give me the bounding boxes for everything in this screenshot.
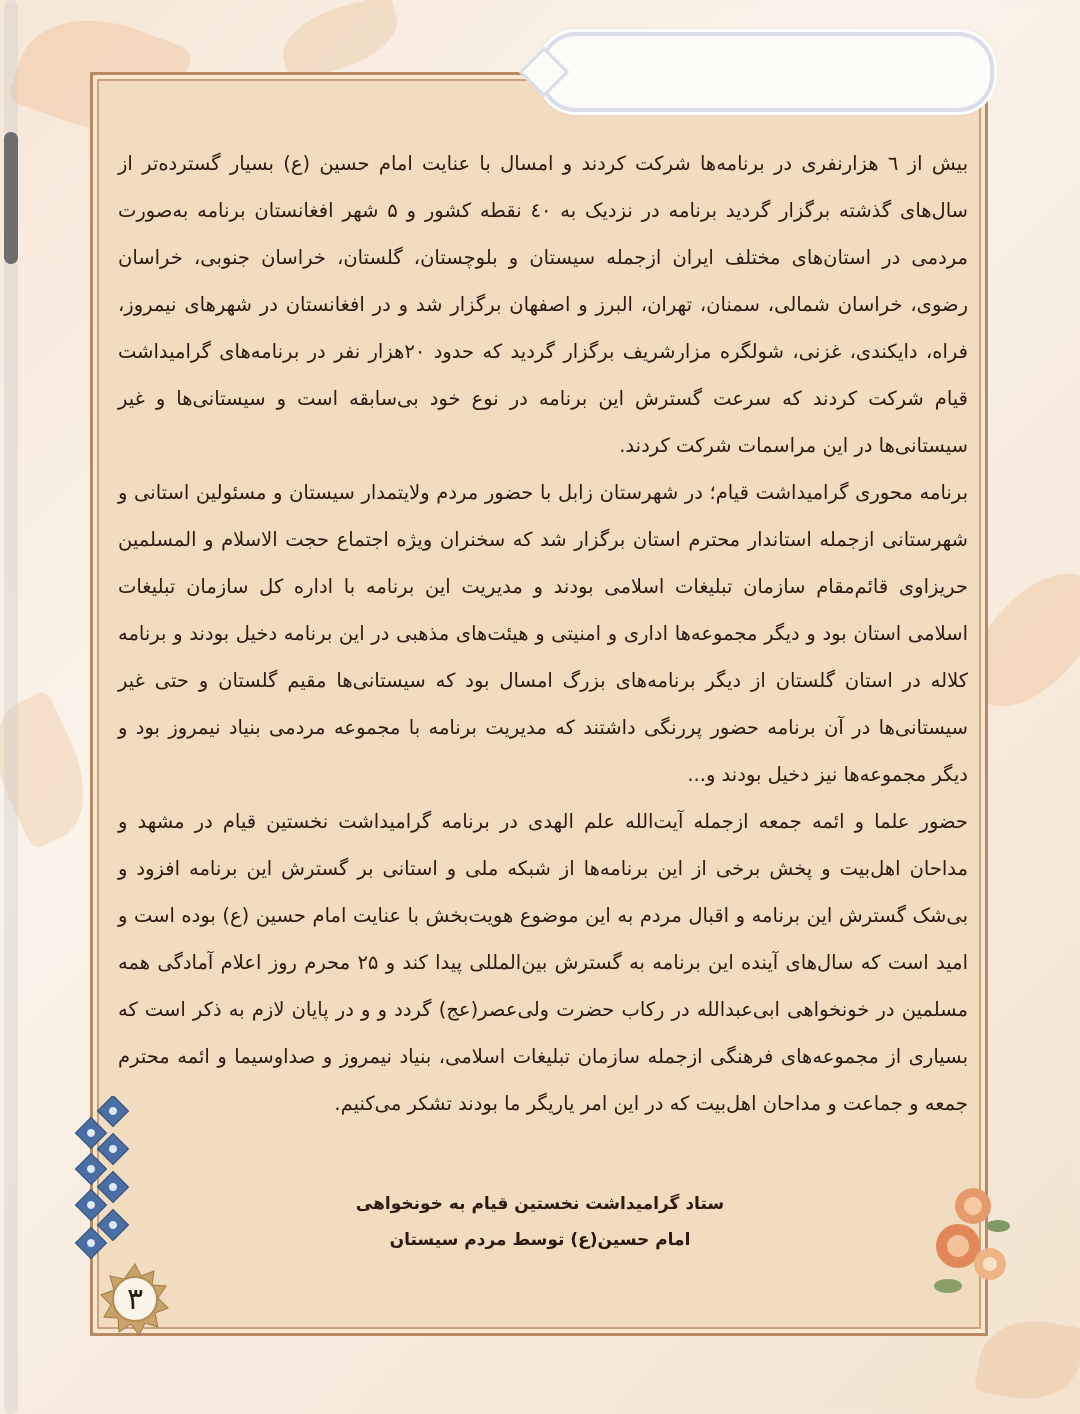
paragraph: بیش از ٦ هزارنفری در برنامه‌ها شرکت کردند و امسال با عنایت امام حسین (ع) بسیار گسترده‌تر از سال‌های گذشته برگزار گردید برنامه در نزدیک به ٤٠ نقطه کشور و ۵ شهر افغانستان برنامه به‌صورت مردمی در استان‌های مختلف ایران ازجمله سیستان و بلوچستان، گلستان، خراسان جنوبی، خراسان رضوی، خراسان شمالی، سمنان، تهران، البرز و اصفهان برگزار شد و در افغانستان در شهرهای نیمروز، فراه، دایکندی، غزنی، شولگره مزارشریف برگزار گردید که حدود ٢٠هزار نفر در برنامه‌های گرامیداشت قیام شرکت کردند که سرعت گسترش این برنامه در نوع خود بی‌سابقه است و سیستانی‌ها و غیر سیستانی‌ها در این مراسمات شرکت کردند. <box>118 152 968 457</box>
flowers-decoration-icon <box>928 1176 1018 1306</box>
signature-line-1: ستاد گرامیداشت نخستین قیام به خونخواهی <box>355 1194 725 1214</box>
page-number: ٣ <box>126 1281 144 1317</box>
paragraph: برنامه محوری گرامیداشت قیام؛ در شهرستان زابل با حضور مردم ولایتمدار سیستان و مسئولین استانی و شهرستانی ازجمله استاندار محترم استان برگزار شد که سخنران ویژه اجتماع حجت الاسلام و المسلمین حریزاوی قائم‌مقام سازمان تبلیغات اسلامی بودند و مدیریت این برنامه با اداره کل سازمان تبلیغات اسلامی استان بود و دیگر مجموعه‌ها اداری و امنیتی و هیئت‌های مذهبی در این برنامه دخیل بودند و برنامه کلاله در استان گلستان از دیگر برنامه‌های بزرگ امسال بود که سیستانی‌ها مقیم گلستان و حتی غیر سیستانی‌ها در آن برنامه حضور پررنگی داشتند که مدیریت برنامه با مجموعه مردمی بنیاد نیمروز بود و دیگر مجموعه‌ها نیز دخیل بودند و... <box>118 481 968 786</box>
geometric-ornament-icon <box>72 1096 142 1266</box>
scrollbar-thumb[interactable] <box>4 132 18 264</box>
background-leaf-decoration <box>274 0 405 83</box>
signature-line-2: امام حسین(ع) توسط مردم سیستان <box>389 1230 691 1250</box>
background-leaf-decoration <box>974 1312 1080 1408</box>
paragraph: حضور علما و ائمه جمعه ازجمله آیت‌الله علم الهدی در برنامه گرامیداشت نخستین قیام در مشهد و مداحان اهل‌بیت و پخش برخی از این برنامه‌ها از شبکه ملی و استانی بر گسترش این برنامه افزود و بی‌شک گسترش این برنامه و اقبال مردم به این موضوع هویت‌بخش با عنایت امام حسین (ع) بوده است و امید است که سال‌های آینده این برنامه به گسترش بین‌المللی پیدا کند و ٢۵ محرم روز اعلام آمادگی همه مسلمین در خونخواهی ابی‌عبدالله در رکاب حضرت ولی‌عصر(عج) گردد و و در پایان لازم به ذکر است که بسیاری از مجموعه‌های فرهنگی ازجمله سازمان تبلیغات اسلامی، بنیاد نیمروز و صداوسیما و ائمه محترم جمعه و جماعت و مداحان اهل‌بیت که در این امر یاریگر ما بودند تشکر می‌کنیم. <box>118 810 969 1115</box>
title-frame <box>540 32 994 112</box>
signature-block <box>340 1186 740 1258</box>
article-body <box>118 140 968 1127</box>
page-number-medallion <box>98 1262 172 1336</box>
